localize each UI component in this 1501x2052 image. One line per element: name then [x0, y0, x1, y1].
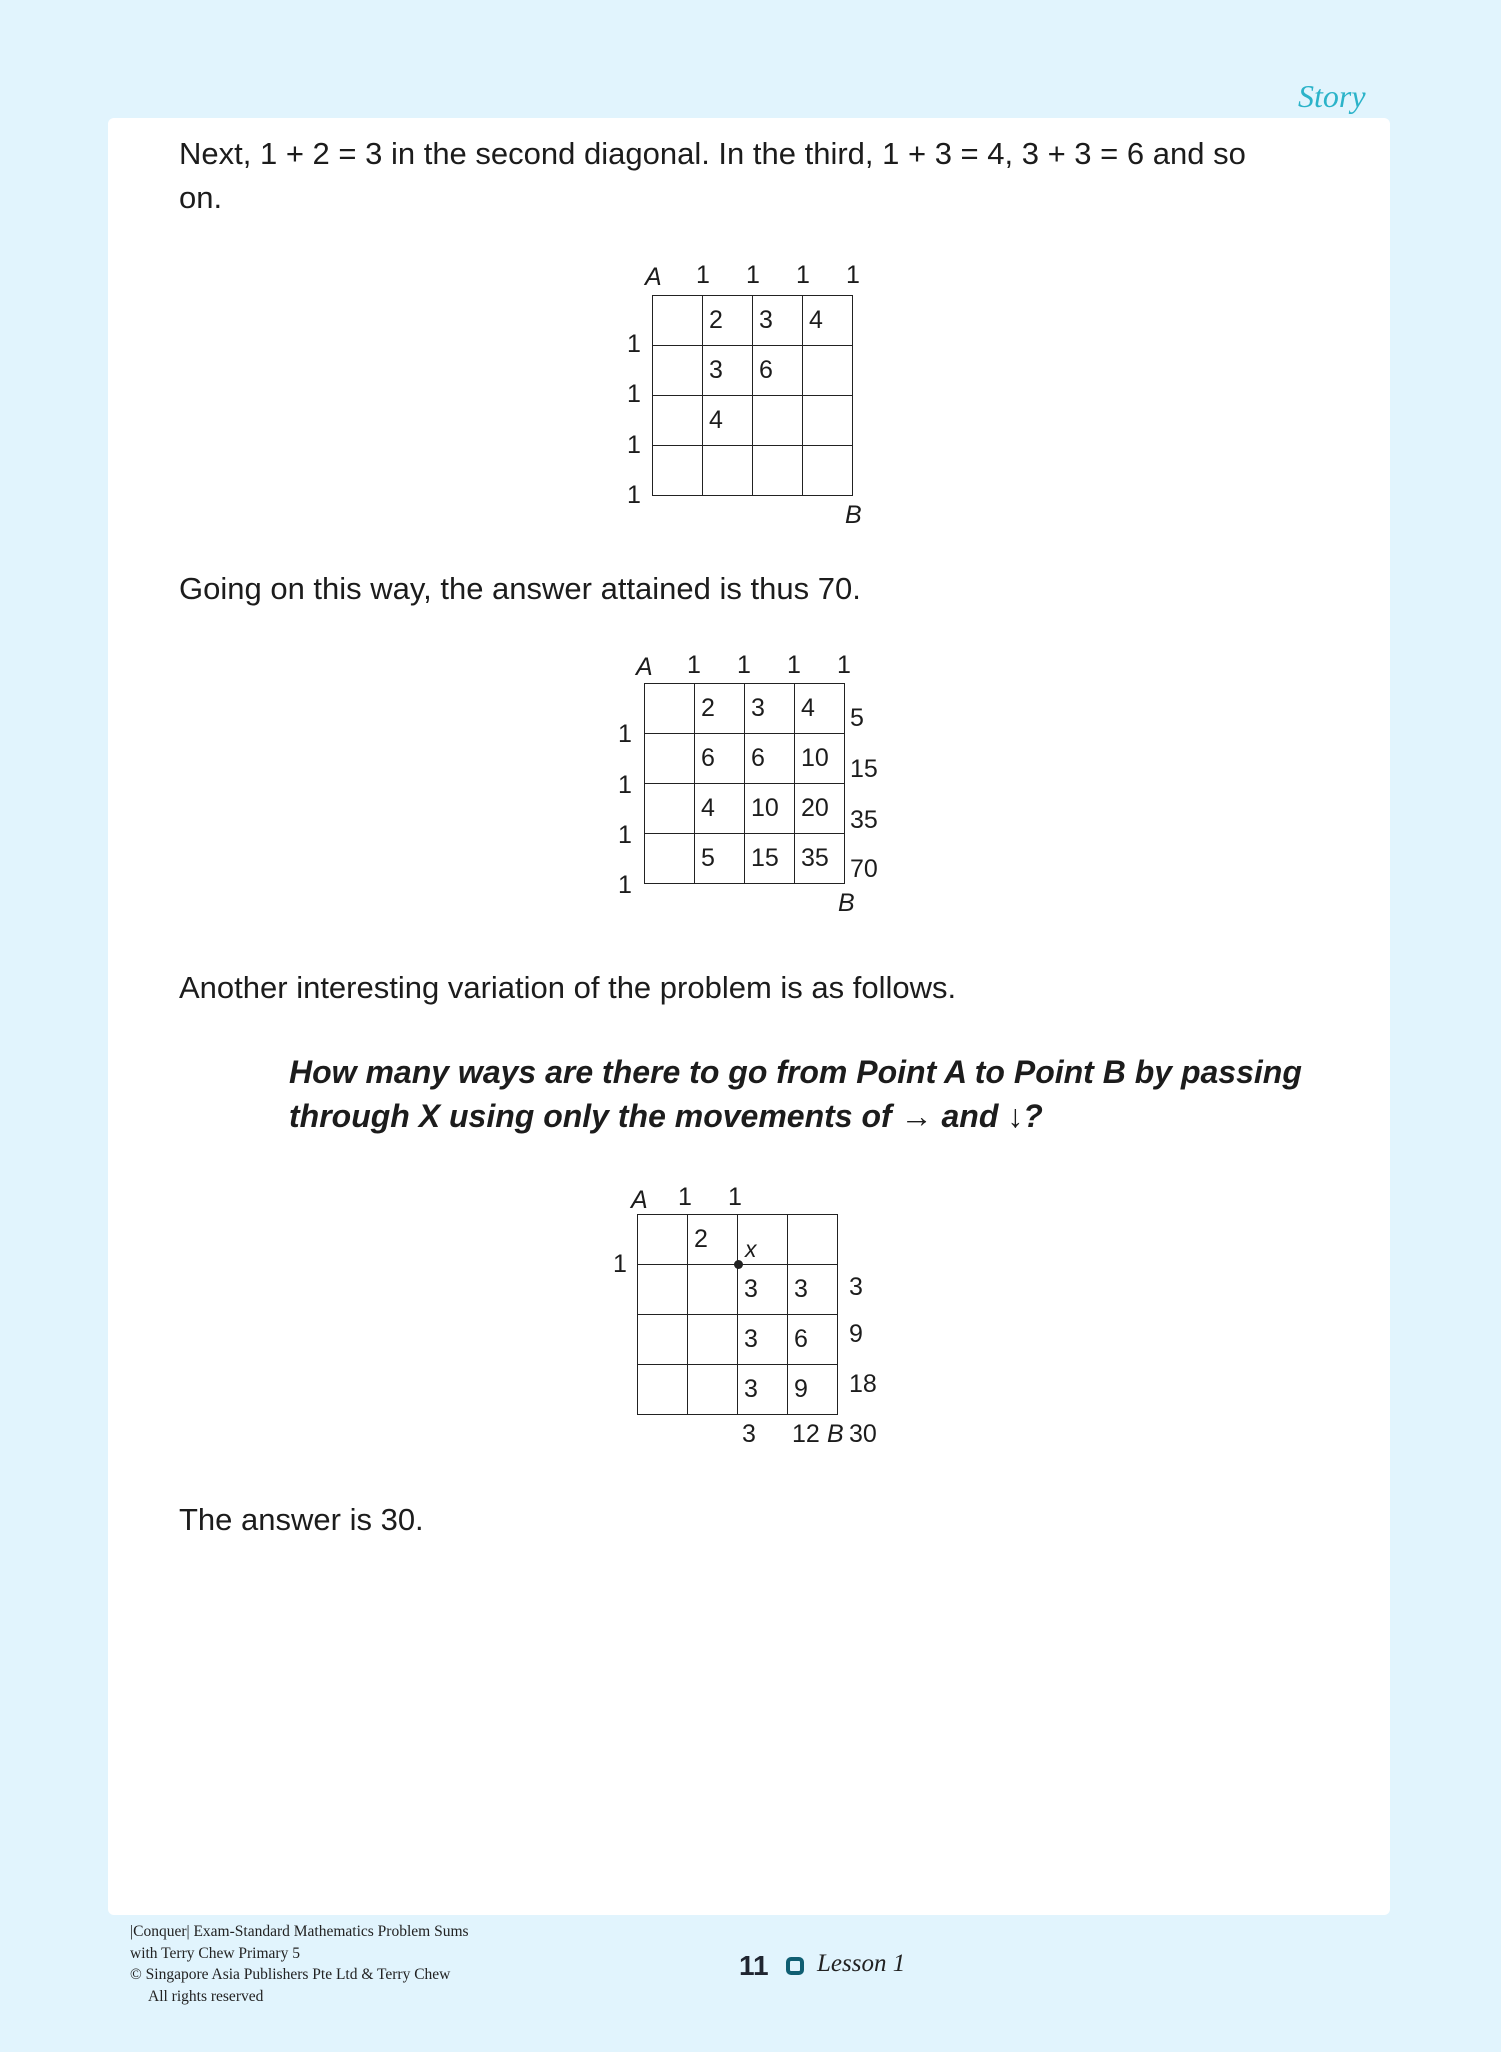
top-label: 1 [687, 651, 701, 679]
ring-bullet-icon [786, 1957, 804, 1975]
left-label: 1 [627, 330, 641, 358]
grid-cell: 3 [753, 296, 803, 346]
grid-cell: 2 [688, 1215, 738, 1265]
right-label: 35 [850, 806, 878, 834]
left-label: 1 [627, 431, 641, 459]
paragraph-answer-70: Going on this way, the answer attained is thus 70. [179, 571, 861, 606]
grid-cell: 4 [695, 784, 745, 834]
page-number: 11 [739, 1950, 769, 1981]
grid-cell [638, 1315, 688, 1365]
book-credits [130, 1921, 469, 2007]
point-x-label: x [745, 1236, 757, 1262]
grid-cell [645, 784, 695, 834]
grid-cell: 4 [795, 684, 845, 734]
point-b-label: B [838, 889, 855, 917]
paragraph-diagonal-line1: Next, 1 + 2 = 3 in the second diagonal. In the third, 1 + 3 = 4, 3 + 3 = 6 and so [179, 136, 1246, 171]
grid-cell [753, 396, 803, 446]
question-text [289, 1050, 1349, 1138]
question-line-2: through X using only the movements of → and ↓? [289, 1098, 1043, 1134]
right-label: 18 [849, 1370, 877, 1398]
top-label: 1 [696, 261, 710, 289]
top-label: 1 [678, 1183, 692, 1211]
top-label: 1 [746, 261, 760, 289]
right-label: 5 [850, 704, 864, 732]
grid-cell: 4 [803, 296, 853, 346]
rights-line: All rights reserved [148, 1987, 264, 2005]
top-label: 1 [728, 1183, 742, 1211]
grid-cell: 3 [738, 1265, 788, 1315]
top-label: 1 [837, 651, 851, 679]
grid-cell: 6 [695, 734, 745, 784]
top-label: 1 [796, 261, 810, 289]
paragraph-answer-30: The answer is 30. [179, 1502, 424, 1537]
grid-cell: 15 [745, 834, 795, 884]
copyright-line: © Singapore Asia Publishers Pte Ltd & Terry Chew [130, 1966, 451, 1983]
grid-cell [703, 446, 753, 496]
point-x-dot-icon [734, 1260, 743, 1269]
right-label: 15 [850, 755, 878, 783]
question-line-1: How many ways are there to go from Point A to Point B by passing [289, 1054, 1302, 1090]
grid-cell [645, 834, 695, 884]
grid-cell [645, 734, 695, 784]
grid-cell: 6 [753, 346, 803, 396]
grid-cell [688, 1315, 738, 1365]
right-label: 70 [850, 855, 878, 883]
grid-table [644, 683, 845, 884]
left-label: 1 [618, 771, 632, 799]
top-label: 1 [846, 261, 860, 289]
grid-cell: 4 [703, 396, 753, 446]
grid-cell: 2 [695, 684, 745, 734]
point-b-label: B [845, 501, 862, 529]
grid-cell: 6 [788, 1315, 838, 1365]
grid-cell [803, 346, 853, 396]
book-title-line2: with Terry Chew Primary 5 [130, 1944, 300, 1962]
grid-cell [638, 1365, 688, 1415]
left-label: 1 [618, 871, 632, 899]
grid-cell: 35 [795, 834, 845, 884]
grid-cell [753, 446, 803, 496]
point-a-label: A [645, 263, 662, 291]
right-label: 30 [849, 1420, 877, 1448]
top-label: 1 [787, 651, 801, 679]
grid-cell: 20 [795, 784, 845, 834]
grid-cell [653, 296, 703, 346]
book-title-line1: |Conquer| Exam-Standard Mathematics Problem Sums [130, 1923, 469, 1940]
grid-cell: 3 [745, 684, 795, 734]
grid-cell: 6 [745, 734, 795, 784]
grid-cell: 3 [738, 1365, 788, 1415]
bottom-label: 12 [792, 1420, 820, 1448]
lesson-label: Lesson 1 [817, 1950, 906, 1977]
grid-cell [688, 1265, 738, 1315]
grid-cell: 3 [703, 346, 753, 396]
left-label: 1 [627, 481, 641, 509]
grid-cell [653, 346, 703, 396]
grid-cell: 9 [788, 1365, 838, 1415]
top-label: 1 [737, 651, 751, 679]
grid-cell: 10 [745, 784, 795, 834]
grid-table [652, 295, 853, 496]
grid-cell [653, 396, 703, 446]
left-label: 1 [618, 821, 632, 849]
right-label: 3 [849, 1273, 863, 1301]
grid-cell [788, 1215, 838, 1265]
grid-cell: 10 [795, 734, 845, 784]
left-label: 1 [627, 380, 641, 408]
grid-cell [688, 1365, 738, 1415]
paragraph-diagonal-line2: on. [179, 180, 223, 215]
grid-cell: 5 [695, 834, 745, 884]
grid-cell [638, 1265, 688, 1315]
grid-cell [803, 446, 853, 496]
right-label: 9 [849, 1320, 863, 1348]
grid-cell: 3 [788, 1265, 838, 1315]
bottom-label: 3 [742, 1420, 756, 1448]
grid-cell: 3 [738, 1315, 788, 1365]
point-a-label: A [631, 1186, 648, 1214]
point-a-label: A [636, 653, 653, 681]
left-label: 1 [613, 1250, 627, 1278]
grid-cell [803, 396, 853, 446]
grid-cell: 2 [703, 296, 753, 346]
grid-cell [638, 1215, 688, 1265]
point-b-label: B [827, 1420, 844, 1448]
grid-cell [645, 684, 695, 734]
left-label: 1 [618, 720, 632, 748]
grid-table [637, 1214, 838, 1415]
paragraph-variation: Another interesting variation of the problem is as follows. [179, 970, 957, 1005]
grid-cell [653, 446, 703, 496]
section-label: Story [1298, 78, 1366, 114]
